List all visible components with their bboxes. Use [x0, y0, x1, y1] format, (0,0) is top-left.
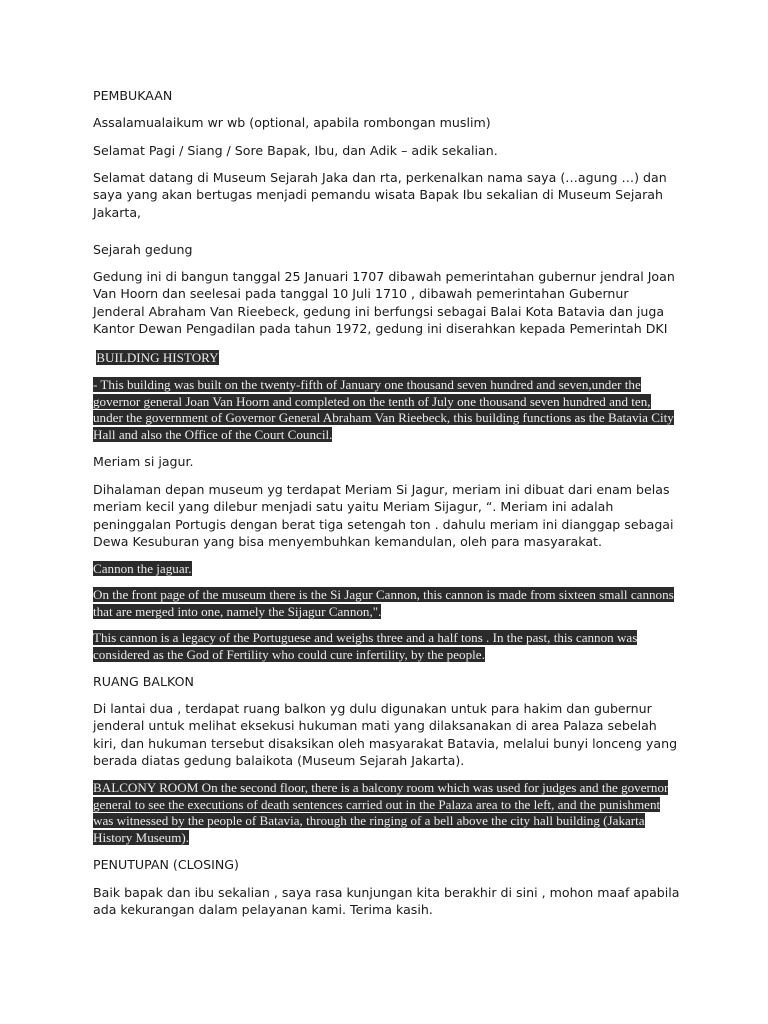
greeting-line-2: Selamat Pagi / Siang / Sore Bapak, Ibu, dan Adik – adik sekalian. — [93, 143, 498, 158]
cannon-paragraph: Dihalaman depan museum yg terdapat Meriam Si Jagur, meriam ini dibuat dari enam belas meriam kecil yang dilebur menjadi satu yaitu Meriam Sijagur, “. Meriam ini adalah peninggalan Portugis dengan berat tiga setengah ton . dahulu meriam ini dianggap sebagai Dewa Kesuburan yang bisa menyembuhkan kemandulan, oleh para masyarakat. — [93, 482, 674, 550]
balcony-en-paragraph — [93, 780, 675, 846]
heading-closing: PENUTUPAN (CLOSING) — [93, 857, 239, 872]
cannon-en-text-1: On the front page of the museum there is the Si Jagur Cannon, this cannon is made from sixteen small cannons that are merged into one, namely the Sijagur Cannon,". — [93, 587, 674, 619]
heading-building-history: Sejarah gedung — [93, 242, 193, 257]
cannon-en-text-2: This cannon is a legacy of the Portuguese and weighs three and a half tons . In the past, this cannon was considered as the God of Fertility who could cure infertility, by the people. — [93, 630, 638, 662]
heading-cannon: Meriam si jagur. — [93, 454, 194, 469]
heading-balcony: RUANG BALKON — [93, 674, 194, 689]
history-paragraph: Gedung ini di bangun tanggal 25 Januari 1707 dibawah pemerintahan gubernur jendral Joan Van Hoorn dan seelesai pada tanggal 10 Juli 1710 , dibawah pemerintahan Gubernur Jenderal Abraham Van Rieebeck, gedung ini berfungsi sebagai Balai Kota Batavia dan juga Kantor Dewan Pengadilan pada tahun 1972, gedung ini diserahkan kepada Pemerintah DKI — [93, 269, 675, 337]
cannon-en-heading: Cannon the jaguar. — [93, 561, 192, 576]
closing-paragraph: Baik bapak dan ibu sekalian , saya rasa kunjungan kita berakhir di sini , mohon maaf apabila ada kekurangan dalam pelayanan kami. Terima kasih. — [93, 885, 680, 918]
cannon-en-paragraph-1 — [93, 587, 675, 620]
balcony-en-text: BALCONY ROOM On the second floor, there is a balcony room which was used for judges and the governor general to see the executions of death sentences carried out in the Palaza area to the left, and the punishment was witnessed by the people of Batavia, through the ringing of a bell above the city hall building (Jakarta History Museum). — [93, 780, 669, 845]
cannon-en-heading-line — [93, 561, 675, 578]
balcony-paragraph: Di lantai dua , terdapat ruang balkon yg dulu digunakan untuk para hakim dan gubernur jenderal untuk melihat eksekusi hukuman mati yang dilaksanakan di area Palaza sebelah kiri, dan hukuman tersebut disaksikan oleh masyarakat Batavia, melalui bunyi lonceng yang berada diatas gedung balaikota (Museum Sejarah Jakarta). — [93, 701, 678, 769]
greeting-line-1: Assalamualaikum wr wb (optional, apabila rombongan muslim) — [93, 115, 491, 130]
history-en-prefix: . — [93, 350, 97, 365]
welcome-paragraph: Selamat datang di Museum Sejarah Jaka dan rta, perkenalkan nama saya (…agung …) dan saya yang akan bertugas menjadi pemandu wisata Bapak Ibu sekalian di Museum Sejarah Jakarta, — [93, 170, 667, 220]
heading-opening: PEMBUKAAN — [93, 88, 173, 103]
cannon-en-paragraph-2 — [93, 630, 675, 663]
history-en-paragraph — [93, 377, 675, 443]
history-en-heading-line — [93, 350, 675, 367]
history-en-heading: BUILDING HISTORY — [96, 350, 219, 365]
history-en-text: - This building was built on the twenty-fifth of January one thousand seven hundred and seven,under the governor general Joan Van Hoorn and completed on the tenth of July one thousand seven hundred and ten, under the government of Governor General Abraham Van Rieebeck, this building functions as the Batavia City Hall and also the Office of the Court Council. — [93, 377, 674, 442]
